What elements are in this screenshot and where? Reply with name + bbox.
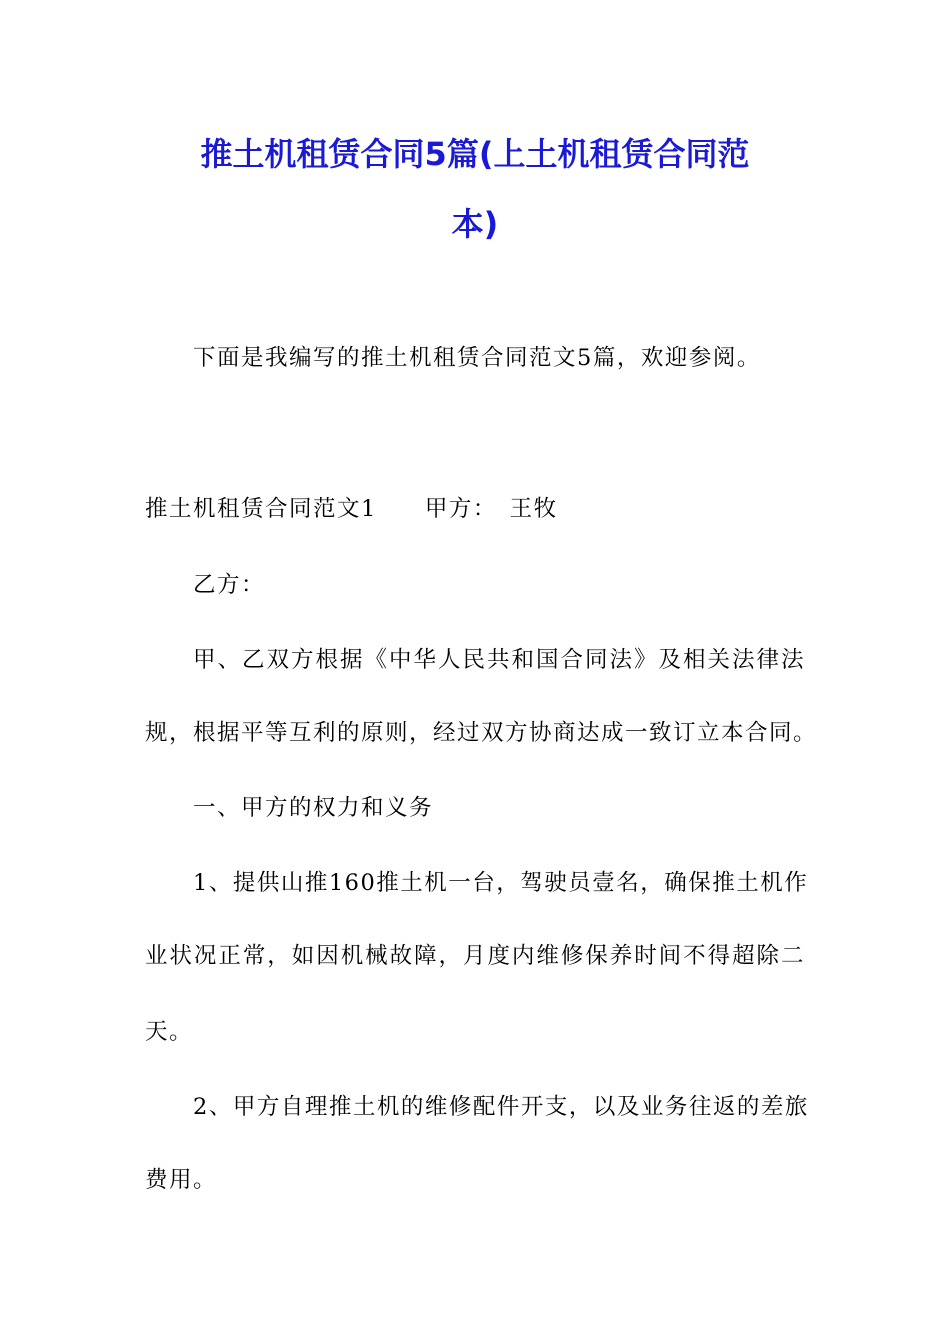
document-title-line2: 本) [451, 205, 499, 243]
paragraph-line: 2、甲方自理推土机的维修配件开支，以及业务往返的差旅 [193, 1094, 809, 1120]
party-b: 乙方： [193, 572, 266, 598]
paragraph-line: 天。 [145, 1019, 194, 1045]
paragraph-line: 规，根据平等互利的原则，经过双方协商达成一致订立本合同。 [145, 720, 818, 746]
section-heading: 推土机租赁合同范文1 [145, 496, 377, 522]
section-heading-line [145, 494, 805, 524]
paragraph-line: 费用。 [145, 1167, 218, 1193]
intro-paragraph: 下面是我编写的推土机租赁合同范文5篇，欢迎参阅。 [193, 345, 761, 371]
paragraph-line: 业状况正常，如因机械故障，月度内维修保养时间不得超除二 [145, 943, 805, 969]
paragraph-line: 1、提供山推160推土机一台，驾驶员壹名，确保推土机作 [193, 870, 809, 896]
paragraph-line: 甲、乙双方根据《中华人民共和国合同法》及相关法律法 [193, 647, 805, 673]
document-title-line1: 推土机租赁合同5篇(上土机租赁合同范 [200, 135, 750, 173]
clause-heading: 一、甲方的权力和义务 [193, 795, 434, 821]
party-a: 甲方： 王牧 [424, 496, 558, 522]
